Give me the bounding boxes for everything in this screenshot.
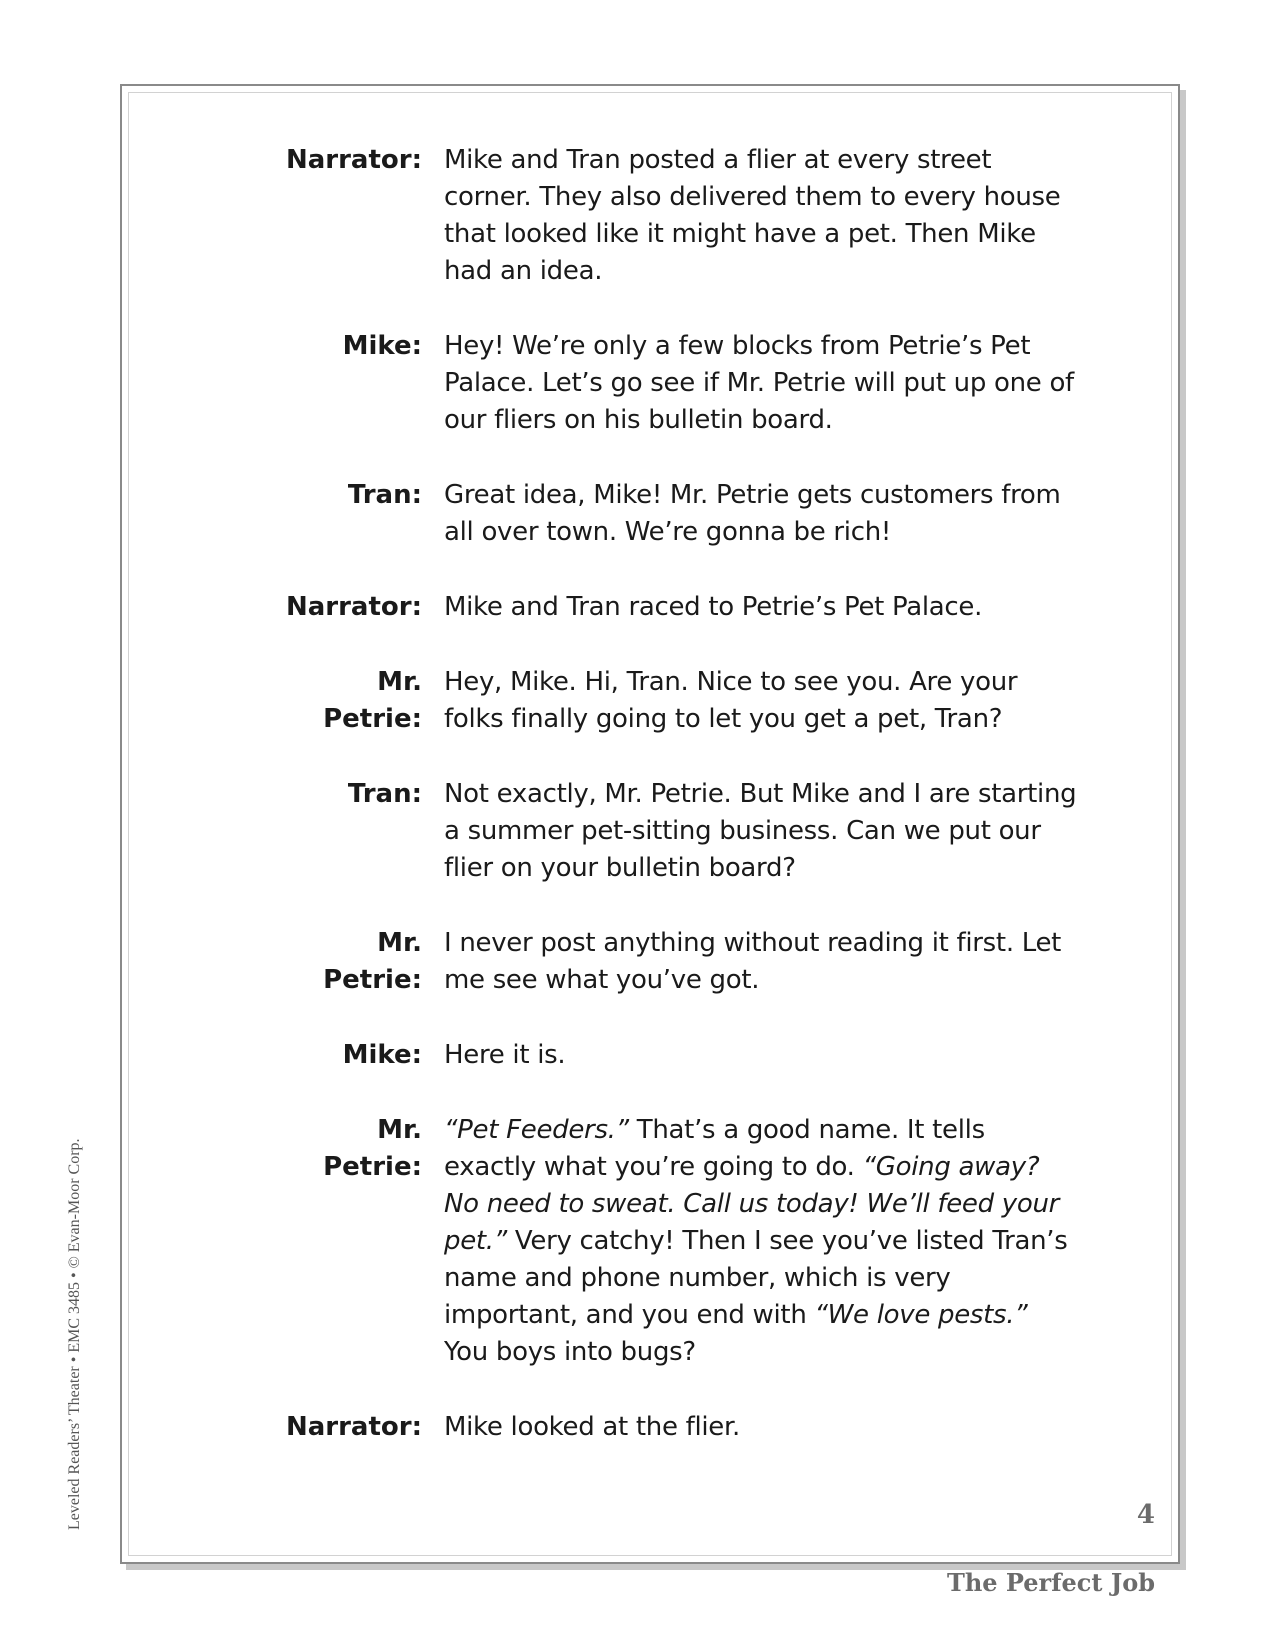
speaker-label: Narrator:: [285, 592, 422, 622]
quoted-flier-text: “Going away? No need to sweat. Call us today! We’ll feed your pet.”: [444, 1152, 1060, 1256]
speech-fragment: You boys into bugs?: [444, 1337, 696, 1367]
script-line: [275, 1112, 1095, 1371]
speaker-label: Tran:: [347, 779, 422, 809]
speaker-label: Mike:: [342, 331, 422, 361]
speaker-label: Mike:: [342, 1040, 422, 1070]
speaker-label: Narrator:: [285, 1412, 422, 1442]
script-line: [275, 1409, 1095, 1446]
speech-text: Hey! We’re only a few blocks from Petrie’s Pet Palace. Let’s go see if Mr. Petrie will put up one of our fliers on his bulletin board.: [444, 331, 1074, 435]
speech-text: Not exactly, Mr. Petrie. But Mike and I are starting a summer pet-sitting business. Can we put our flier on your bulletin board?: [444, 779, 1077, 883]
speech-text: Mike and Tran posted a flier at every street corner. They also delivered them to every house that looked like it might have a pet. Then Mike had an idea.: [444, 145, 1061, 286]
script-line: [275, 328, 1095, 439]
quoted-flier-text: “We love pests.”: [814, 1300, 1028, 1330]
speaker-label: Mr. Petrie:: [323, 667, 422, 734]
speech-text: Great idea, Mike! Mr. Petrie gets customers from all over town. We’re gonna be rich!: [444, 480, 1061, 547]
speech-text: Here it is.: [444, 1040, 566, 1070]
speech-text: Mike and Tran raced to Petrie’s Pet Palace.: [444, 592, 983, 622]
script-line: [275, 664, 1095, 738]
script-line: [275, 589, 1095, 626]
speaker-label: Mr. Petrie:: [323, 1115, 422, 1182]
side-credit: Leveled Readers’ Theater • EMC 3485 • © Evan-Moor Corp.: [66, 1138, 83, 1530]
quoted-flier-text: “Pet Feeders.”: [444, 1115, 629, 1145]
script-body: [275, 142, 1095, 1484]
script-line: [275, 477, 1095, 551]
speaker-label: Tran:: [347, 480, 422, 510]
script-line: [275, 1037, 1095, 1074]
script-line: [275, 776, 1095, 887]
speaker-label: Narrator:: [285, 145, 422, 175]
book-title: The Perfect Job: [946, 1568, 1155, 1597]
speech-text: Hey, Mike. Hi, Tran. Nice to see you. Are your folks finally going to let you get a pet, Tran?: [444, 667, 1018, 734]
speech-fragment: Very catchy! Then I see you’ve listed Tran’s name and phone number, which is very important, and you end with: [444, 1226, 1068, 1330]
script-line: [275, 142, 1095, 290]
speech-fragment: That’s a good name. It tells exactly what you’re going to do.: [444, 1115, 985, 1182]
script-line: [275, 925, 1095, 999]
page-number: 4: [1136, 1500, 1155, 1530]
speech-text: Mike looked at the flier.: [444, 1412, 740, 1442]
speaker-label: Mr. Petrie:: [323, 928, 422, 995]
speech-text-mixed: [444, 1112, 1079, 1371]
speech-text: I never post anything without reading it first. Let me see what you’ve got.: [444, 928, 1062, 995]
